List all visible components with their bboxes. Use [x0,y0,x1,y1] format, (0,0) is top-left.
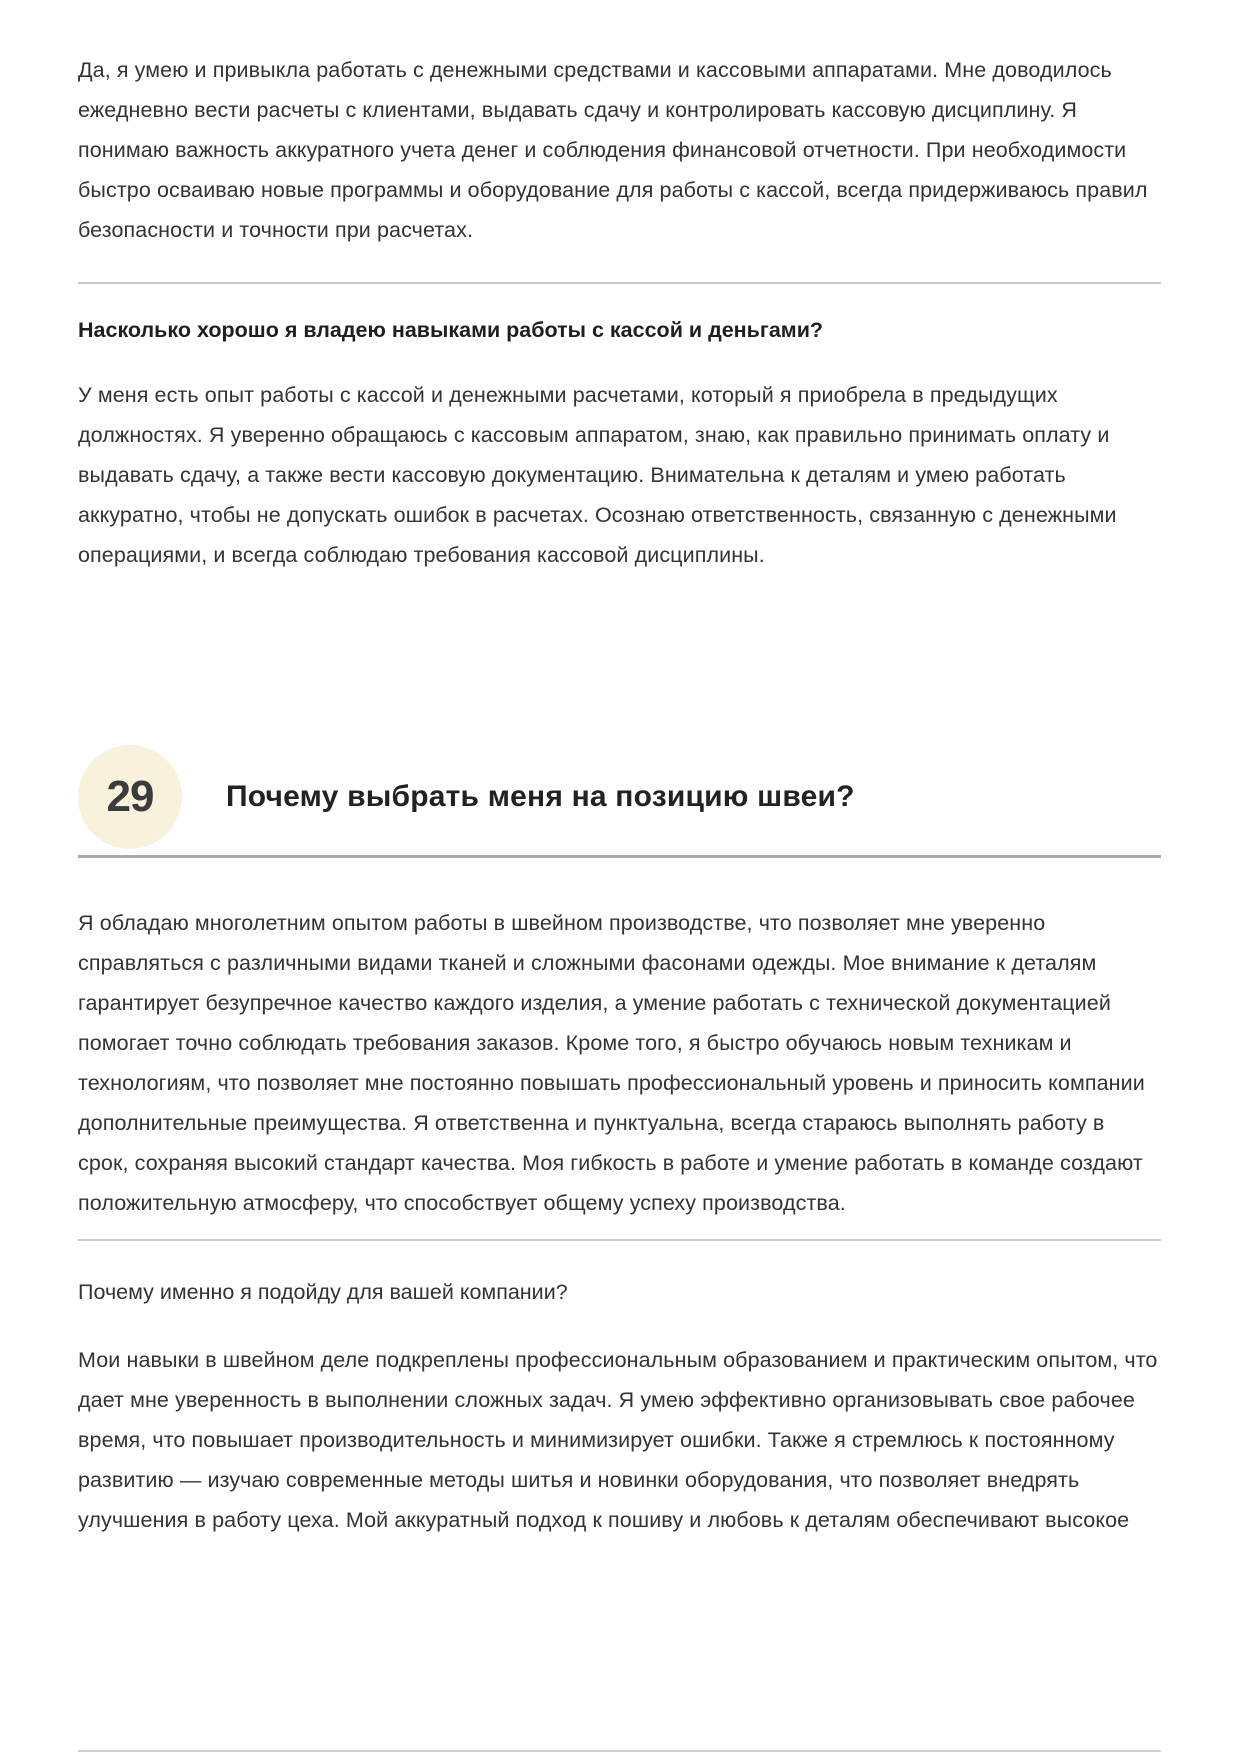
section-title: Почему выбрать меня на позицию швеи? [226,780,855,813]
question-number: 29 [106,772,154,821]
answer-paragraph-cash-skills: У меня есть опыт работы с кассой и денежными расчетами, который я приобрела в предыдущих должностях. Я уверенно обращаюсь с кассовым аппаратом, знаю, как правильно принимать оплату и выдавать сдачу, а также вести кассовую документацию. Внимательна к деталям и умею работать аккуратно, чтобы не допускать ошибок в расчетах. Осознаю ответственность, связанную с денежными операциями, и всегда соблюдаю требования кассовой дисциплины. [78,383,1117,567]
answer-paragraph-why-me: Я обладаю многолетним опытом работы в швейном производстве, что позволяет мне уверенно справляться с различными видами тканей и сложными фасонами одежды. Мое внимание к деталям гарантирует безупречное качество каждого изделия, а умение работать с технической документацией помогает точно соблюдать требования заказов. Кроме того, я быстро обучаюсь новым техникам и технологиям, что позволяет мне постоянно повышать профессиональный уровень и приносить компании дополнительные преимущества. Я ответственна и пунктуальна, всегда стараюсь выполнять работу в срок, сохраняя высокий стандарт качества. Моя гибкость в работе и умение работать в команде создают положительную атмосферу, что способствует общему успеху производства. [78,911,1145,1215]
section-title-divider [78,855,1161,858]
section-divider [78,1239,1161,1241]
document-page [78,0,1161,1753]
answer-paragraph-cash: Да, я умею и привыкла работать с денежными средствами и кассовыми аппаратами. Мне доводилось ежедневно вести расчеты с клиентами, выдавать сдачу и контролировать кассовую дисциплину. Я понимаю важность аккуратного учета денег и соблюдения финансовой отчетности. При необходимости быстро осваиваю новые программы и оборудование для работы с кассой, всегда придерживаюсь правил безопасности и точности при расчетах. [78,58,1148,242]
section-divider [78,282,1161,284]
section-header [78,745,1161,849]
question-number-badge [78,745,182,849]
question-text-company: Почему именно я подойду для вашей компании? [78,1280,568,1304]
answer-paragraph-company: Мои навыки в швейном деле подкреплены профессиональным образованием и практическим опытом, что дает мне уверенность в выполнении сложных задач. Я умею эффективно организовывать свое рабочее время, что повышает производительность и минимизирует ошибки. Также я стремлюсь к постоянному развитию — изучаю современные методы шитья и новинки оборудования, что позволяет внедрять улучшения в работу цеха. Мой аккуратный подход к пошиву и любовь к деталям обеспечивают высокое [78,1348,1158,1532]
question-heading-cash: Насколько хорошо я владею навыками работы с кассой и деньгами? [78,318,824,342]
bottom-divider [78,1750,1161,1752]
